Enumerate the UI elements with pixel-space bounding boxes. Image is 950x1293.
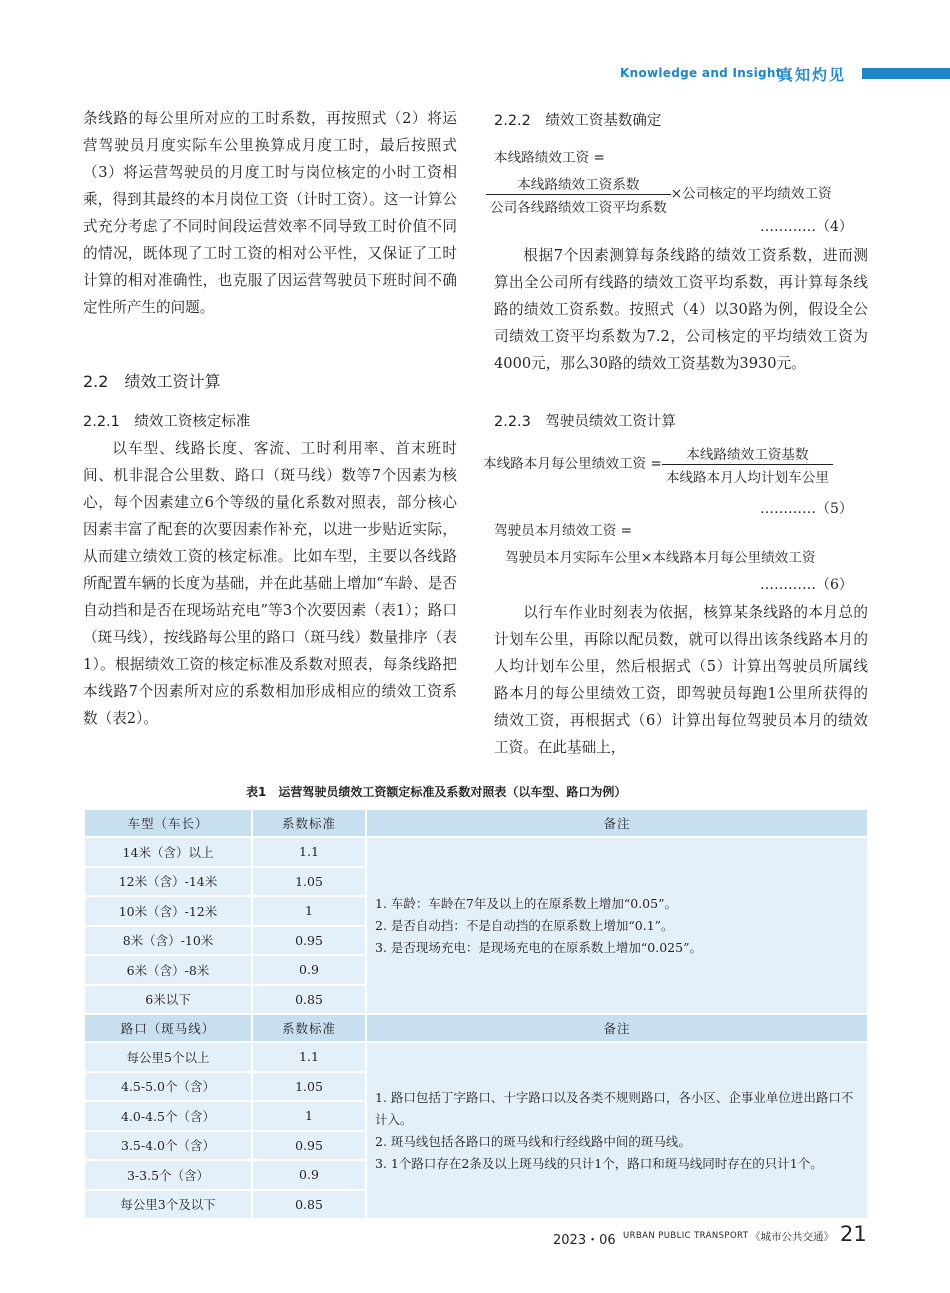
formula-4 xyxy=(486,173,832,216)
formula-4-multiplier: ×公司核定的平均绩效工资 xyxy=(670,186,832,202)
intersection-count-cell: 3-3.5个（含） xyxy=(84,1160,252,1190)
coefficient-table xyxy=(83,808,869,1220)
remark-line: 1. 车龄：车龄在7年及以上的在原系数上增加“0.05”。 xyxy=(375,895,677,911)
formula-4-denominator: 公司各线路绩效工资平均系数 xyxy=(490,200,667,216)
formula-5-denominator: 本线路本月人均计划车公里 xyxy=(665,470,829,486)
header-coefficient: 系数标准 xyxy=(252,809,366,837)
vehicle-length-cell: 12米（含）-14米 xyxy=(84,867,252,897)
intersection-remarks-cell xyxy=(366,1042,868,1219)
coefficient-cell: 0.85 xyxy=(252,1190,366,1220)
table-caption: 表1 运营驾驶员绩效工资额定标准及系数对照表（以车型、路口为例） xyxy=(246,785,627,799)
formula-4-fraction xyxy=(486,173,671,216)
equation-number-5: …………（5） xyxy=(760,501,853,517)
vehicle-length-cell: 8米（含）-10米 xyxy=(84,926,252,956)
formula-5-lhs: 本线路本月每公里绩效工资 = xyxy=(483,456,662,472)
footer-journal-cn: 《城市公共交通》 xyxy=(750,1231,834,1243)
header-coefficient: 系数标准 xyxy=(252,1014,366,1042)
intersection-count-cell: 4.5-5.0个（含） xyxy=(84,1072,252,1102)
formula-6-lhs: 驾驶员本月绩效工资 = xyxy=(494,523,633,539)
coefficient-cell: 0.9 xyxy=(252,955,366,985)
remark-line: 1. 路口包括丁字路口、十字路口以及各类不规则路口，各小区、企事业单位进出路口不计入。 xyxy=(375,1089,854,1127)
subsection-heading-2-2-3: 2.2.3 驾驶员绩效工资计算 xyxy=(494,414,676,430)
coefficient-cell: 1 xyxy=(252,1101,366,1131)
subsection-heading-2-2-1: 2.2.1 绩效工资核定标准 xyxy=(83,414,251,430)
coefficient-cell: 1.1 xyxy=(252,1042,366,1072)
right-paragraph-1: 根据7个因素测算每条线路的绩效工资系数，进而测算出全公司所有线路的绩效工资平均系数，再计算每条线路的绩效工资系数。按照式（4）以30路为例，假设全公司绩效工资平均系数为7.2，公司核定的平均绩效工资为4000元，那么30路的绩效工资基数为3930元。 xyxy=(494,247,868,372)
right-paragraph-2: 以行车作业时刻表为依据，核算某条线路的本月总的计划车公里，再除以配员数，就可以得出该条线路本月的人均计划车公里，然后根据式（5）计算出驾驶员所属线路本月的每公里绩效工资，即驾驶员每跑1公里所获得的绩效工资，再根据式（6）计算出每位驾驶员本月的绩效工资。在此基础上， xyxy=(494,604,868,756)
formula-6-rhs: 驾驶员本月实际车公里×本线路本月每公里绩效工资 xyxy=(505,550,816,566)
coefficient-cell: 1 xyxy=(252,896,366,926)
header-intersections: 路口（斑马线） xyxy=(84,1014,252,1042)
header-title-cn: 真知灼见 xyxy=(778,66,847,84)
table-header-row xyxy=(84,1014,868,1042)
remark-line: 3. 1个路口存在2条及以上斑马线的只计1个，路口和斑马线同时存在的只计1个。 xyxy=(375,1155,823,1171)
coefficient-cell: 0.9 xyxy=(252,1160,366,1190)
left-paragraph-2: 以车型、线路长度、客流、工时利用率、首末班时间、机非混合公里数、路口（斑马线）数等7个因素为核心，每个因素建立6个等级的量化系数对照表，部分核心因素丰富了配套的次要因素作补充，以进一步贴近实际，从而建立绩效工资的核定标准。比如车型，主要以各线路所配置车辆的长度为基础，并在此基础上增加“车龄、是否自动挡和是否在现场站充电”等3个次要因素（表1）；路口（斑马线），按线路每公里的路口（斑马线）数量排序（表1）。根据绩效工资的核定标准及系数对照表，每条线路把本线路7个因素所对应的系数相加形成相应的绩效工资系数（表2）。 xyxy=(83,440,457,727)
vehicle-length-cell: 14米（含）以上 xyxy=(84,837,252,867)
formula-5-fraction xyxy=(662,443,833,486)
table-row xyxy=(84,837,868,867)
coefficient-cell: 0.85 xyxy=(252,985,366,1015)
formula-5-numerator: 本线路绩效工资基数 xyxy=(662,443,833,465)
vehicle-length-cell: 6米（含）-8米 xyxy=(84,955,252,985)
formula-4-numerator: 本线路绩效工资系数 xyxy=(486,173,671,195)
equation-number-4: …………（4） xyxy=(760,219,853,235)
coefficient-cell: 1.05 xyxy=(252,867,366,897)
intersection-count-cell: 3.5-4.0个（含） xyxy=(84,1131,252,1161)
subsection-heading-2-2-2: 2.2.2 绩效工资基数确定 xyxy=(494,113,662,129)
vehicle-length-cell: 10米（含）-12米 xyxy=(84,896,252,926)
coefficient-cell: 0.95 xyxy=(252,1131,366,1161)
remark-line: 2. 斑马线包括各路口的斑马线和行经线路中间的斑马线。 xyxy=(375,1133,691,1149)
formula-4-lhs: 本线路绩效工资 = xyxy=(494,150,605,166)
equation-number-6: …………（6） xyxy=(760,577,853,593)
header-accent-bar xyxy=(862,68,950,79)
table-header-row xyxy=(84,809,868,837)
header-remarks: 备注 xyxy=(366,1014,868,1042)
header-title-en: Knowledge and Insight xyxy=(620,66,782,80)
header-vehicle-type: 车型（车长） xyxy=(84,809,252,837)
page-number: 21 xyxy=(840,1222,867,1246)
remark-line: 3. 是否现场充电：是现场充电的在原系数上增加“0.025”。 xyxy=(375,939,702,955)
formula-5 xyxy=(483,443,833,486)
table-row xyxy=(84,1042,868,1072)
coefficient-cell: 1.1 xyxy=(252,837,366,867)
header-remarks: 备注 xyxy=(366,809,868,837)
intersection-count-cell: 4.0-4.5个（含） xyxy=(84,1101,252,1131)
coefficient-cell: 1.05 xyxy=(252,1072,366,1102)
footer-issue: 2023・06 xyxy=(553,1233,616,1248)
left-paragraph-1: 条线路的每公里所对应的工时系数，再按照式（2）将运营驾驶员月度实际车公里换算成月度工时，最后按照式（3）将运营驾驶员的月度工时与岗位核定的小时工资相乘，得到其最终的本月岗位工资（计时工资）。这一计算公式充分考虑了不同时间段运营效率不同导致工时价值不同的情况，既体现了工时工资的相对公平性，又保证了工时计算的相对准确性，也克服了因运营驾驶员下班时间不确定性所产生的问题。 xyxy=(83,110,457,316)
remark-line: 2. 是否自动挡：不是自动挡的在原系数上增加“0.1”。 xyxy=(375,917,674,933)
section-heading-2-2: 2.2 绩效工资计算 xyxy=(83,372,221,391)
intersection-count-cell: 每公里3个及以下 xyxy=(84,1190,252,1220)
intersection-count-cell: 每公里5个以上 xyxy=(84,1042,252,1072)
coefficient-cell: 0.95 xyxy=(252,926,366,956)
vehicle-length-cell: 6米以下 xyxy=(84,985,252,1015)
vehicle-remarks-cell xyxy=(366,837,868,1014)
footer-journal-en: URBAN PUBLIC TRANSPORT xyxy=(623,1231,749,1241)
